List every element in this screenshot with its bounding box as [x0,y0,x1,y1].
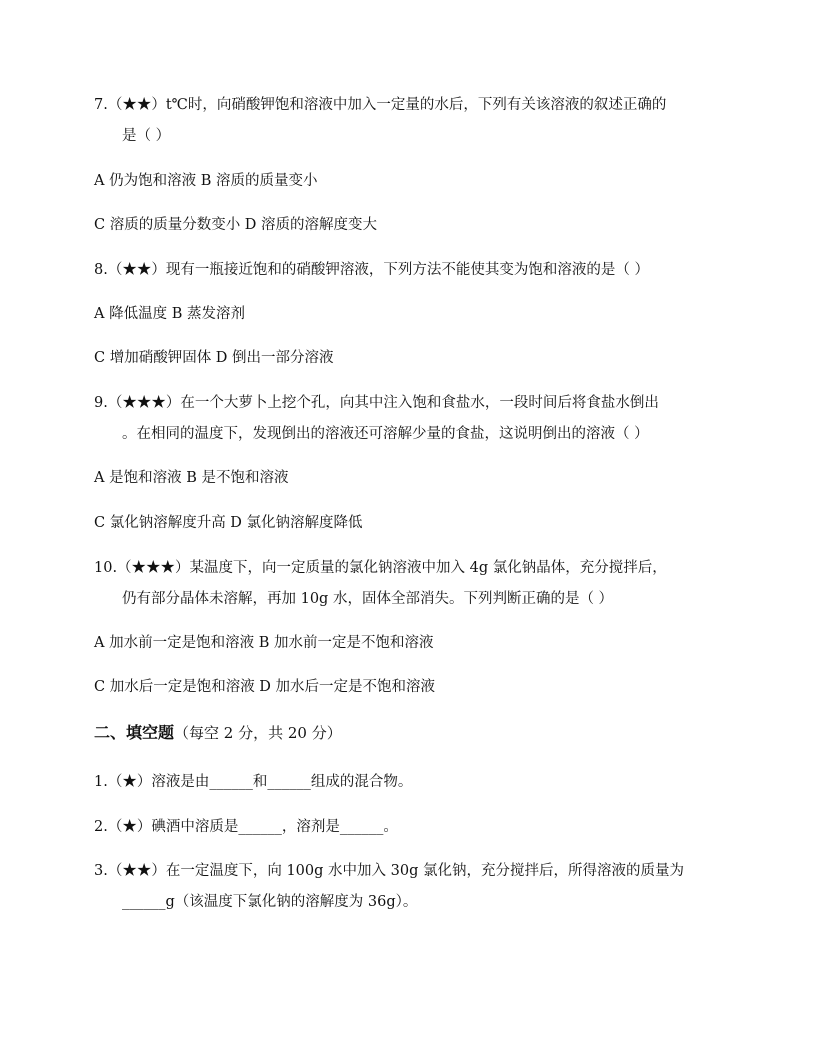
question-10-options-ab: A 加水前一定是饱和溶液 B 加水前一定是不饱和溶液 [94,635,434,651]
question-8-options-cd: C 增加硝酸钾固体 D 倒出一部分溶液 [94,350,334,366]
section-heading [94,722,722,744]
question-7-options-cd: C 溶质的质量分数变小 D 溶质的溶解度变大 [94,217,378,233]
question-10-text-cont: 仍有部分晶体未溶解，再加 10g 水，固体全部消失。下列判断正确的是（ ） [122,591,614,607]
question-9-text: 9.（★★★）在一个大萝卜上挖个孔，向其中注入饱和食盐水，一段时间后将食盐水倒出 [94,395,659,411]
question-10-text: 10.（★★★）某温度下，向一定质量的氯化钠溶液中加入 4g 氯化钠晶体，充分搅拌后， [94,560,667,576]
fill-question-3-cont: ______g（该温度下氯化钠的溶解度为 36g）。 [122,894,418,910]
question-7-options-ab: A 仍为饱和溶液 B 溶质的质量变小 [94,173,318,189]
fill-question-2: 2.（★）碘酒中溶质是______，溶剂是______。 [94,819,398,835]
question-9-text-cont: 。在相同的温度下，发现倒出的溶液还可溶解少量的食盐，这说明倒出的溶液（ ） [122,426,649,442]
question-7-text-cont: 是（ ） [122,128,171,144]
section-title: 二、填空题 [94,723,175,742]
fill-question-3: 3.（★★）在一定温度下，向 100g 水中加入 30g 氯化钠，充分搅拌后，所得溶液的质量为 [94,863,684,879]
question-7-text: 7.（★★）t℃时，向硝酸钾饱和溶液中加入一定量的水后，下列有关该溶液的叙述正确的 [94,97,667,113]
question-9-options-cd: C 氯化钠溶解度升高 D 氯化钠溶解度降低 [94,515,363,531]
question-10-options-cd: C 加水后一定是饱和溶液 D 加水后一定是不饱和溶液 [94,679,436,695]
question-8-options-ab: A 降低温度 B 蒸发溶剂 [94,306,245,322]
question-8-text: 8.（★★）现有一瓶接近饱和的硝酸钾溶液，下列方法不能使其变为饱和溶液的是（ ） [94,262,649,278]
fill-question-1: 1.（★）溶液是由______和______组成的混合物。 [94,774,413,790]
question-9-options-ab: A 是饱和溶液 B 是不饱和溶液 [94,470,289,486]
section-note: （每空 2 分，共 20 分） [174,724,342,742]
